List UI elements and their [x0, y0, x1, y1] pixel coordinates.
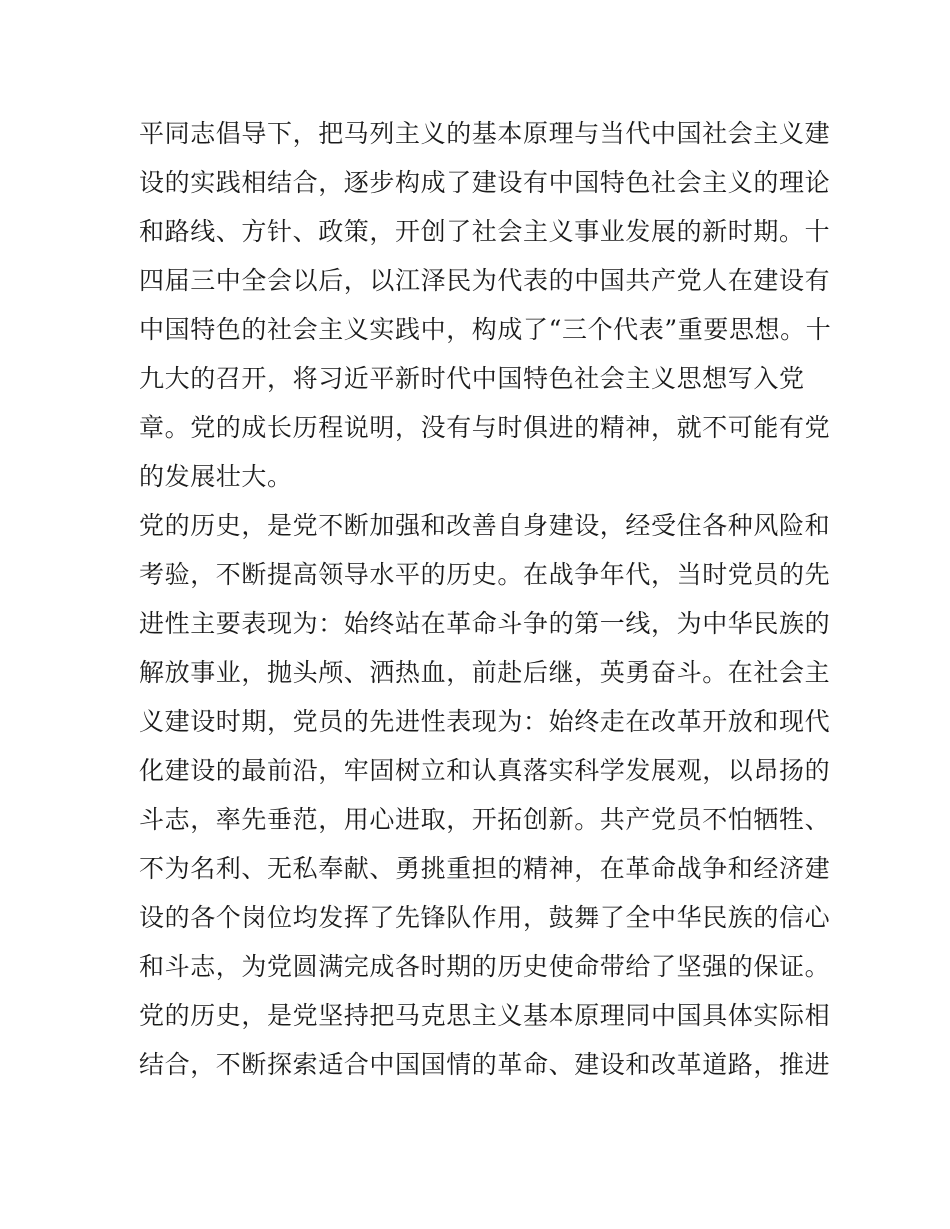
text-line: 设的实践相结合，逐步构成了建设有中国特色社会主义的理论 — [139, 168, 831, 197]
text-line: 进性主要表现为：始终站在革命斗争的第一线，为中华民族的 — [139, 609, 831, 638]
text-line: 解放事业，抛头颅、洒热血，前赴后继，英勇奋斗。在社会主 — [139, 658, 831, 687]
text-line: 党的历史，是党不断加强和改善自身建设，经受住各种风险和 — [139, 511, 831, 540]
text-line: 义建设时期，党员的先进性表现为：始终走在改革开放和现代 — [139, 707, 831, 736]
text-line: 九大的召开，将习近平新时代中国特色社会主义思想写入党 — [139, 364, 805, 393]
text-line: 党的历史，是党坚持把马克思主义基本原理同中国具体实际相 — [139, 1001, 831, 1030]
text-line: 四届三中全会以后，以江泽民为代表的中国共产党人在建设有 — [139, 266, 831, 295]
text-line: 的发展壮大。 — [139, 462, 293, 491]
text-line: 和斗志，为党圆满完成各时期的历史使命带给了坚强的保证。 — [139, 952, 831, 981]
text-line: 化建设的最前沿，牢固树立和认真落实科学发展观，以昂扬的 — [139, 756, 831, 785]
text-line: 章。党的成长历程说明，没有与时俱进的精神，就不可能有党 — [139, 413, 831, 442]
text-line: 平同志倡导下，把马列主义的基本原理与当代中国社会主义建 — [139, 119, 831, 148]
text-line: 和路线、方针、政策，开创了社会主义事业发展的新时期。十 — [139, 217, 831, 246]
text-line: 考验，不断提高领导水平的历史。在战争年代，当时党员的先 — [139, 560, 831, 589]
body-text — [139, 109, 832, 1089]
text-line: 斗志，率先垂范，用心进取，开拓创新。共产党员不怕牺牲、 — [139, 805, 831, 834]
text-line: 不为名利、无私奉献、勇挑重担的精神，在革命战争和经济建 — [139, 854, 831, 883]
text-line: 设的各个岗位均发挥了先锋队作用，鼓舞了全中华民族的信心 — [139, 903, 831, 932]
text-line: 中国特色的社会主义实践中，构成了“三个代表”重要思想。十 — [139, 315, 832, 344]
text-line: 结合，不断探索适合中国国情的革命、建设和改革道路，推进 — [139, 1050, 831, 1079]
